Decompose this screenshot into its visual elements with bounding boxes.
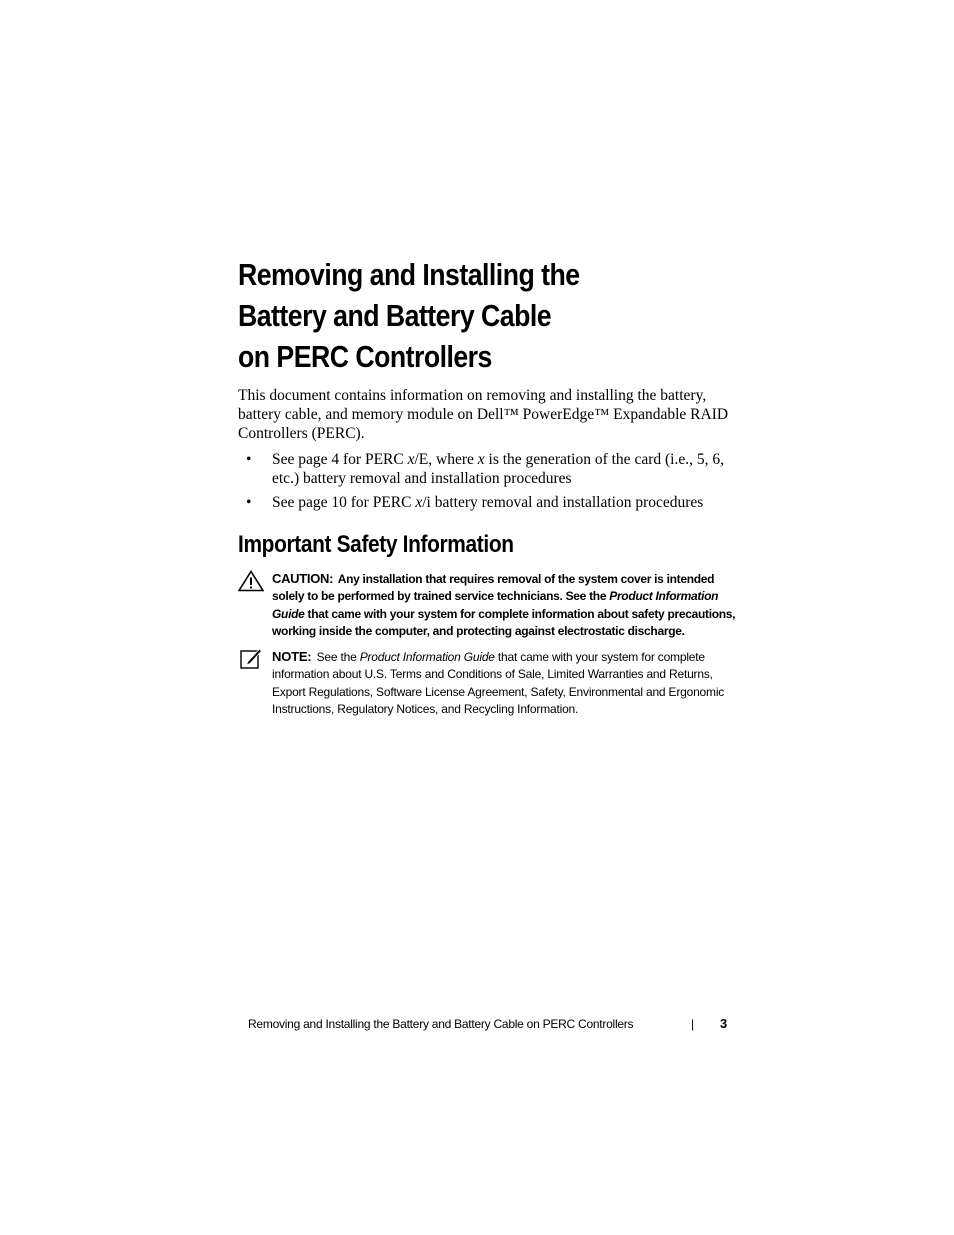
page-title-line-3: on PERC Controllers xyxy=(238,339,492,374)
bullet-icon: • xyxy=(246,451,252,468)
page-number: 3 xyxy=(720,1016,728,1031)
note-text-part: that came with your system for complete information about U.S. Terms and Conditions of Sale, Limited Warranties and Returns, Export Regulations, Software License Agreement, Safety, Environmental and Ergonomic Instructions, Regulatory Notices, and Recycling Information. xyxy=(272,650,725,716)
warning-triangle-icon xyxy=(238,570,264,592)
variable-x: x xyxy=(415,494,423,511)
list-item-text-part: is the generation of the card (i.e., 5, 6, etc.) battery removal and installation procedures xyxy=(272,451,724,487)
section-heading: Important Safety Information xyxy=(238,531,514,558)
note-text-part: See the xyxy=(316,650,360,664)
variable-x: x xyxy=(477,451,485,468)
guide-title: Product Information Guide xyxy=(272,589,719,621)
footer-separator: | xyxy=(691,1017,695,1031)
page-title xyxy=(238,254,685,377)
intro-paragraph: This document contains information on removing and installing the battery, battery cable, and memory module on Dell™ PowerEdge™ Expandable RAID Controllers (PERC). xyxy=(238,387,729,442)
note-text xyxy=(272,648,738,718)
list-item-text-part: See page 10 for PERC xyxy=(272,494,416,511)
note-block xyxy=(238,648,738,718)
note-label: NOTE: xyxy=(272,649,312,664)
list-item-text xyxy=(272,451,724,487)
list-item xyxy=(238,450,738,488)
list-item-text-part: See page 4 for PERC xyxy=(272,451,408,468)
page-title-line-1: Removing and Installing the xyxy=(238,257,580,292)
caution-text-part: Any installation that requires removal of the system cover is intended solely to be performed by trained service technicians. See the xyxy=(272,572,715,604)
footer-title: Removing and Installing the Battery and Battery Cable on PERC Controllers xyxy=(248,1017,634,1031)
pencil-note-icon xyxy=(240,648,262,670)
caution-label: CAUTION: xyxy=(272,571,334,586)
list-item-text xyxy=(272,494,703,511)
list-item xyxy=(238,493,738,512)
variable-x: x xyxy=(407,451,415,468)
procedure-list xyxy=(238,450,738,517)
caution-text xyxy=(272,570,738,640)
page-title-line-2: Battery and Battery Cable xyxy=(238,298,552,333)
guide-title: Product Information Guide xyxy=(359,650,495,664)
list-item-text-part: /i battery removal and installation procedures xyxy=(422,494,704,511)
bullet-icon: • xyxy=(246,494,252,511)
caution-text-part: that came with your system for complete information about safety precautions, working inside the computer, and protecting against electrostatic discharge. xyxy=(272,606,736,638)
caution-block xyxy=(238,570,738,640)
list-item-text-part: /E, where xyxy=(414,451,478,468)
